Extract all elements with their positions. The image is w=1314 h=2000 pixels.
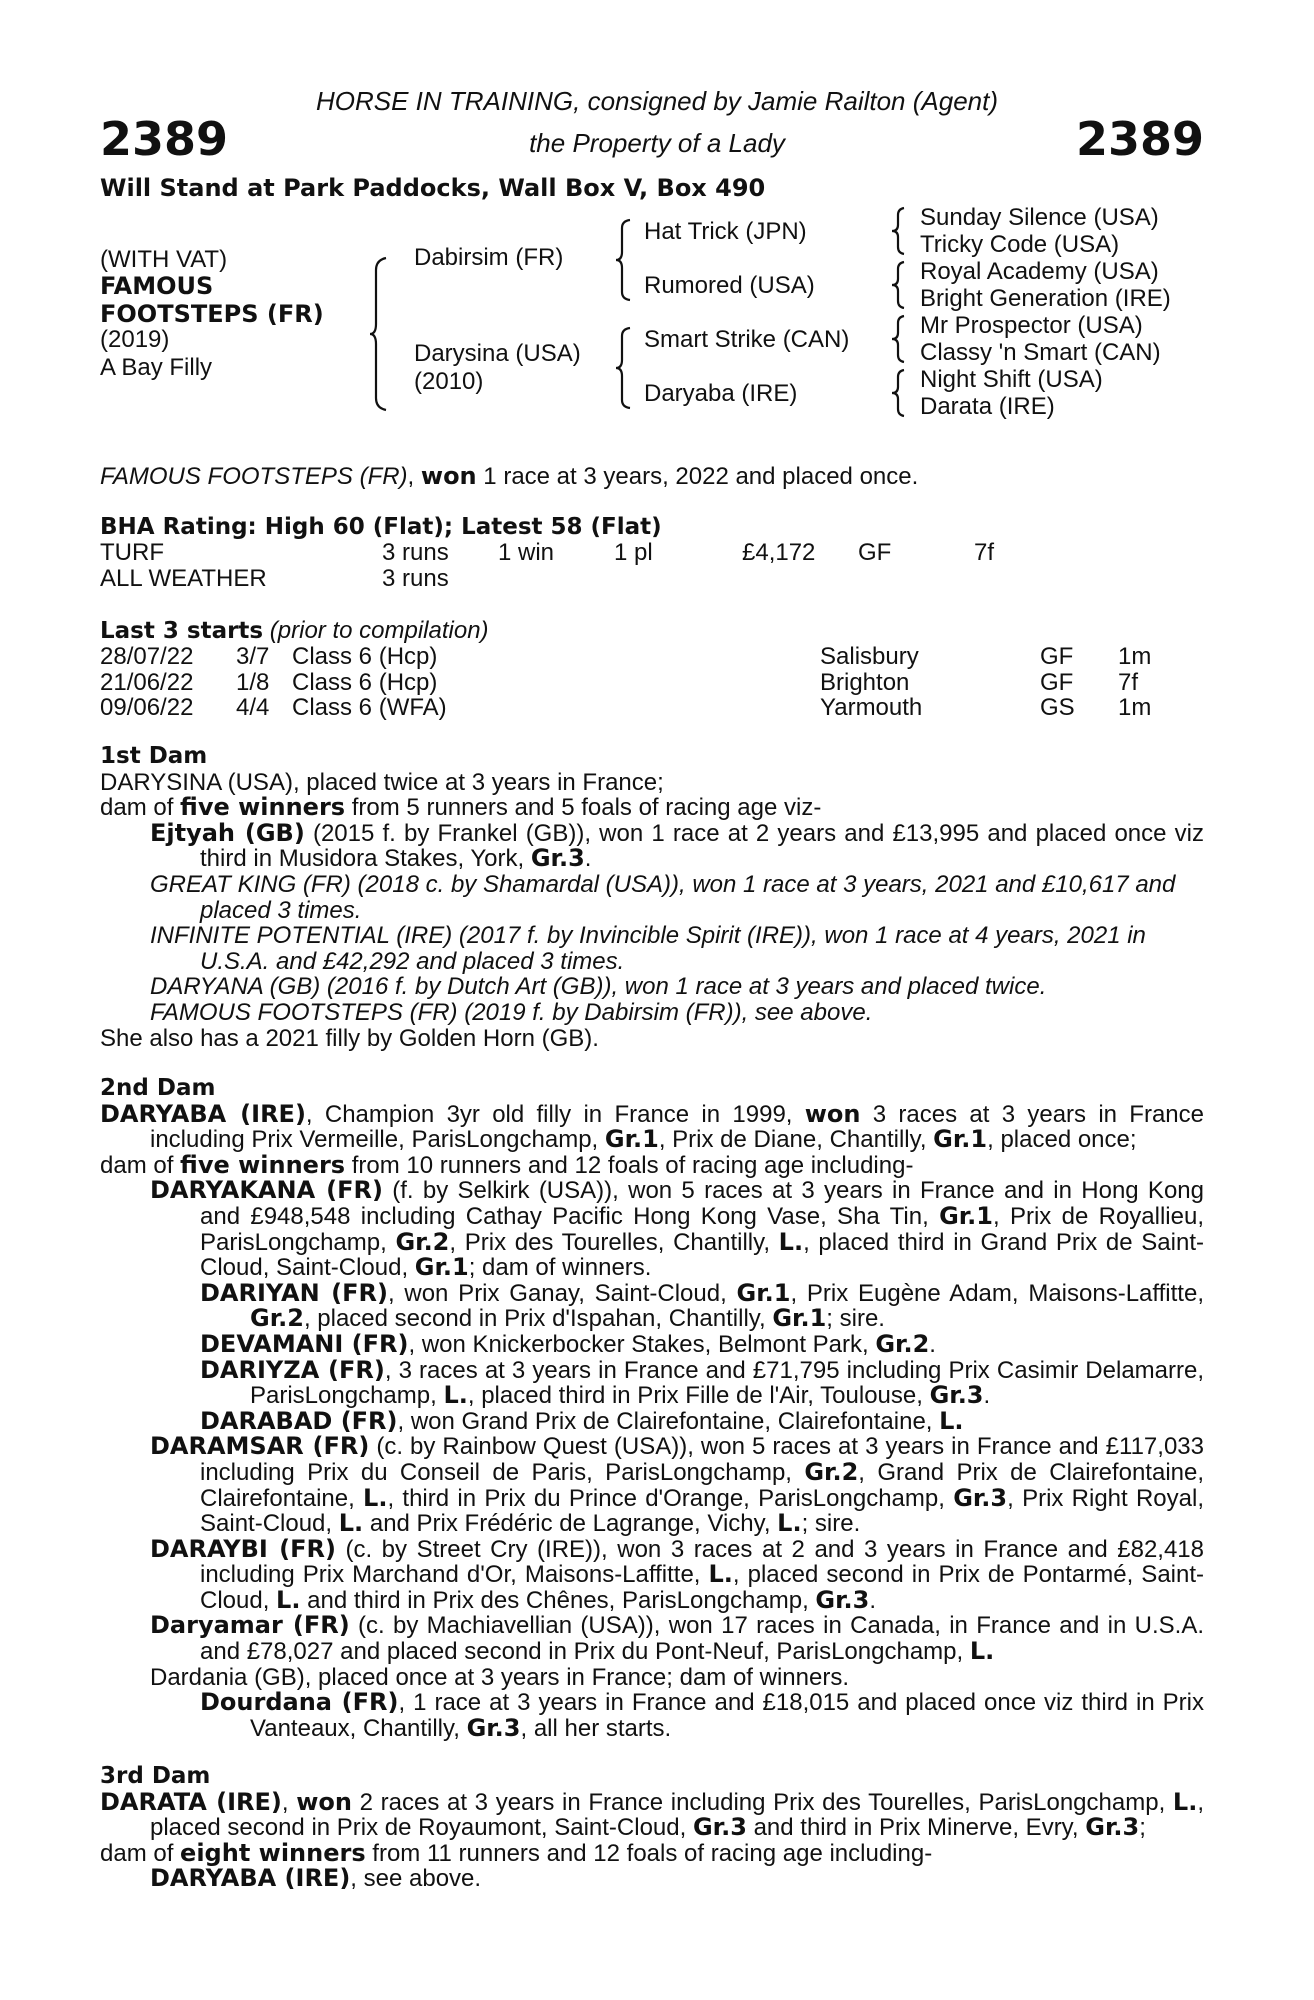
produce-darabad: DARABAD (FR), won Grand Prix de Clairefontaine, Clairefontaine, L. (200, 1406, 964, 1435)
start-dist: 1m (1118, 643, 1152, 670)
turf-wins: 1 win (498, 539, 555, 566)
produce-daryakana: DARYAKANA (FR) (f. by Selkirk (USA)), won 5 races at 3 years in France and in Hong Kong and £948,548 including Cathay Pacific Hong Kong Vase, Sha Tin, Gr.1, Prix de Royallieu, ParisLongchamp, Gr.2, Prix des Tourelles, Chantilly, L., placed third in Grand Prix de Saint-Cloud, Saint-Cloud, Gr.1; dam of winners. (150, 1176, 1204, 1282)
produce-daryana: DARYANA (GB) (2016 f. by Dutch Art (GB)), won 1 race at 3 years and placed twice. (150, 973, 1047, 1001)
turf-runs: 3 runs (382, 539, 449, 566)
bha-rating-heading: BHA Rating: High 60 (Flat); Latest 58 (Flat) (100, 514, 662, 540)
start-date: 21/06/22 (100, 668, 194, 696)
pedigree-gen3-7: Night Shift (USA) (920, 366, 1103, 393)
turf-placed: 1 pl (614, 539, 653, 566)
start-class: Class 6 (Hcp) (292, 668, 438, 696)
pedigree-gen3-3: Royal Academy (USA) (920, 258, 1159, 285)
first-dam-section (100, 744, 1204, 1051)
summary-horse-name: FAMOUS FOOTSTEPS (FR) (100, 463, 408, 490)
pedigree-gen3-8: Darata (IRE) (920, 393, 1055, 420)
pedigree-brace-dam (616, 326, 636, 410)
horse-vat: (WITH VAT) (100, 246, 228, 273)
pedigree-sire-dam: Rumored (USA) (644, 272, 815, 299)
start-pos: 3/7 (236, 643, 270, 670)
turf-distance: 7f (974, 539, 995, 566)
first-dam-also: She also has a 2021 filly by Golden Horn (GB). (100, 1024, 599, 1052)
third-dam-section (100, 1764, 1204, 1892)
pedigree-dam-year: (2010) (414, 368, 484, 395)
horse-year: (2019) (100, 326, 170, 353)
horse-description: A Bay Filly (100, 354, 213, 381)
horse-name-line2: FOOTSTEPS (FR) (100, 300, 324, 328)
aw-label: ALL WEATHER (100, 565, 267, 592)
produce-daramsar: DARAMSAR (FR) (c. by Rainbow Quest (USA)), won 5 races at 3 years in France and £117,033 including Prix du Conseil de Paris, ParisLongchamp, Gr.2, Grand Prix de Clairefontaine, Clairefontaine, L., third in Prix du Prince d'Orange, ParisLongchamp, Gr.3, Prix Right Royal, Saint-Cloud, L. and Prix Frédéric de Lagrange, Vichy, L.; sire. (150, 1432, 1205, 1538)
pedigree-dam-sire: Smart Strike (CAN) (644, 326, 850, 353)
produce-infinite-potential: INFINITE POTENTIAL (IRE) (2017 f. by Invincible Spirit (IRE)), won 1 race at 4 years, 2021 in U.S.A. and £42,292 and placed 3 times. (150, 922, 1146, 975)
last-starts-heading: Last 3 starts (prior to compilation) (100, 617, 489, 644)
start-class: Class 6 (Hcp) (292, 643, 438, 670)
second-dam-heading: 2nd Dam (100, 1075, 216, 1101)
pedigree-sire: Dabirsim (FR) (414, 244, 564, 271)
pedigree-brace-g3 (892, 314, 908, 364)
first-dam-produce: dam of five winners from 5 runners and 5 foals of racing age viz- (100, 793, 822, 822)
pedigree-gen3-5: Mr Prospector (USA) (920, 312, 1143, 339)
lot-number-right: 2389 (1075, 112, 1204, 166)
pedigree-gen3-1: Sunday Silence (USA) (920, 204, 1159, 231)
produce-dourdana: Dourdana (FR), 1 race at 3 years in France and £18,015 and placed once viz third in Prix Vanteaux, Chantilly, Gr.3, all her starts. (200, 1688, 1205, 1742)
third-dam-intro: DARATA (IRE), won 2 races at 3 years in France including Prix des Tourelles, ParisLongchamp, L., placed second in Prix de Royaumont, Saint-Cloud, Gr.3 and third in Prix Minerve, Evry, Gr.3; (100, 1787, 1204, 1842)
third-dam-heading: 3rd Dam (100, 1763, 211, 1789)
produce-daryamar: Daryamar (FR) (c. by Machiavellian (USA)), won 17 races in Canada, in France and in U.S.A. and £78,027 and placed second in Prix du Pont-Neuf, ParisLongchamp, L. (150, 1611, 1204, 1666)
summary-text: 1 race at 3 years, 2022 and placed once. (476, 463, 919, 490)
start-dist: 7f (1118, 668, 1139, 696)
third-dam-produce: dam of eight winners from 11 runners and 12 foals of racing age including- (100, 1838, 933, 1867)
turf-prize: £4,172 (742, 539, 816, 566)
first-dam-intro: DARYSINA (USA), placed twice at 3 years in France; (100, 768, 664, 796)
pedigree-gen3-6: Classy 'n Smart (CAN) (920, 339, 1161, 366)
race-summary: FAMOUS FOOTSTEPS (FR), won 1 race at 3 years, 2022 and placed once. (100, 462, 919, 490)
pedigree-brace-g4 (892, 368, 908, 418)
produce-dardania: Dardania (GB), placed once at 3 years in France; dam of winners. (150, 1663, 849, 1691)
start-going: GF (1040, 643, 1074, 670)
lot-number-left: 2389 (100, 112, 229, 166)
start-class: Class 6 (WFA) (292, 694, 447, 722)
start-going: GF (1040, 668, 1074, 696)
produce-dariyza: DARIYZA (FR), 3 races at 3 years in France and £71,795 including Prix Casimir Delamarre, ParisLongchamp, L., placed third in Prix Fille de l'Air, Toulouse, Gr.3. (200, 1355, 1205, 1410)
start-date: 09/06/22 (100, 694, 194, 722)
pedigree-brace-g1 (892, 206, 908, 256)
start-dist: 1m (1118, 694, 1152, 722)
horse-name-line1: FAMOUS (100, 272, 214, 300)
second-dam-section (100, 1076, 1204, 1741)
start-going: GS (1040, 694, 1075, 722)
stand-location: Will Stand at Park Paddocks, Wall Box V, Box 490 (100, 174, 766, 202)
header-property: the Property of a Lady (529, 128, 785, 158)
produce-daraybi: DARAYBI (FR) (c. by Street Cry (IRE)), won 3 races at 2 and 3 years in France and £82,418 including Prix Marchand d'Or, Maisons-Laffitte, L., placed second in Prix de Pontarmé, Saint-Cloud, L. and third in Prix des Chênes, ParisLongchamp, Gr.3. (150, 1534, 1205, 1614)
start-course: Yarmouth (820, 694, 923, 722)
start-pos: 4/4 (236, 694, 270, 722)
produce-ejtyah: Ejtyah (GB) (2015 f. by Frankel (GB)), won 1 race at 2 years and £13,995 and placed once viz third in Musidora Stakes, York, Gr.3. (150, 818, 1204, 873)
pedigree-dam-dam: Daryaba (IRE) (644, 380, 798, 407)
start-course: Brighton (820, 668, 910, 696)
pedigree-dam: Darysina (USA) (414, 340, 581, 367)
header-consignor: HORSE IN TRAINING, consigned by Jamie Railton (Agent) (315, 86, 999, 116)
aw-runs: 3 runs (382, 565, 449, 592)
start-course: Salisbury (820, 643, 919, 670)
produce-famous-footsteps: FAMOUS FOOTSTEPS (FR) (2019 f. by Dabirsim (FR)), see above. (150, 998, 873, 1026)
pedigree-sire-sire: Hat Trick (JPN) (644, 218, 807, 245)
produce-daryaba: DARYABA (IRE), see above. (150, 1864, 482, 1893)
turf-going: GF (858, 539, 892, 566)
pedigree-gen3-4: Bright Generation (IRE) (920, 285, 1171, 312)
pedigree-brace-sire (616, 218, 636, 302)
produce-dariyan: DARIYAN (FR), won Prix Ganay, Saint-Cloud, Gr.1, Prix Eugène Adam, Maisons-Laffitte, Gr.2, placed second in Prix d'Ispahan, Chantilly, Gr.1; sire. (200, 1278, 1204, 1333)
start-pos: 1/8 (236, 668, 270, 696)
first-dam-heading: 1st Dam (100, 743, 208, 769)
pedigree-brace-g2 (892, 260, 908, 310)
second-dam-intro: DARYABA (IRE), Champion 3yr old filly in France in 1999, won 3 races at 3 years in France including Prix Vermeille, ParisLongchamp, Gr.1, Prix de Diane, Chantilly, Gr.1, placed once; (100, 1099, 1204, 1154)
pedigree-brace-main (370, 256, 390, 412)
produce-devamani: DEVAMANI (FR), won Knickerbocker Stakes, Belmont Park, Gr.2. (200, 1329, 936, 1358)
second-dam-produce: dam of five winners from 10 runners and 12 foals of racing age including- (100, 1150, 914, 1179)
start-date: 28/07/22 (100, 643, 194, 670)
pedigree-gen3-2: Tricky Code (USA) (920, 231, 1120, 258)
turf-label: TURF (100, 539, 164, 566)
summary-won: won (420, 462, 477, 490)
produce-great-king: GREAT KING (FR) (2018 c. by Shamardal (USA)), won 1 race at 3 years, 2021 and £10,617 and placed 3 times. (150, 870, 1176, 924)
